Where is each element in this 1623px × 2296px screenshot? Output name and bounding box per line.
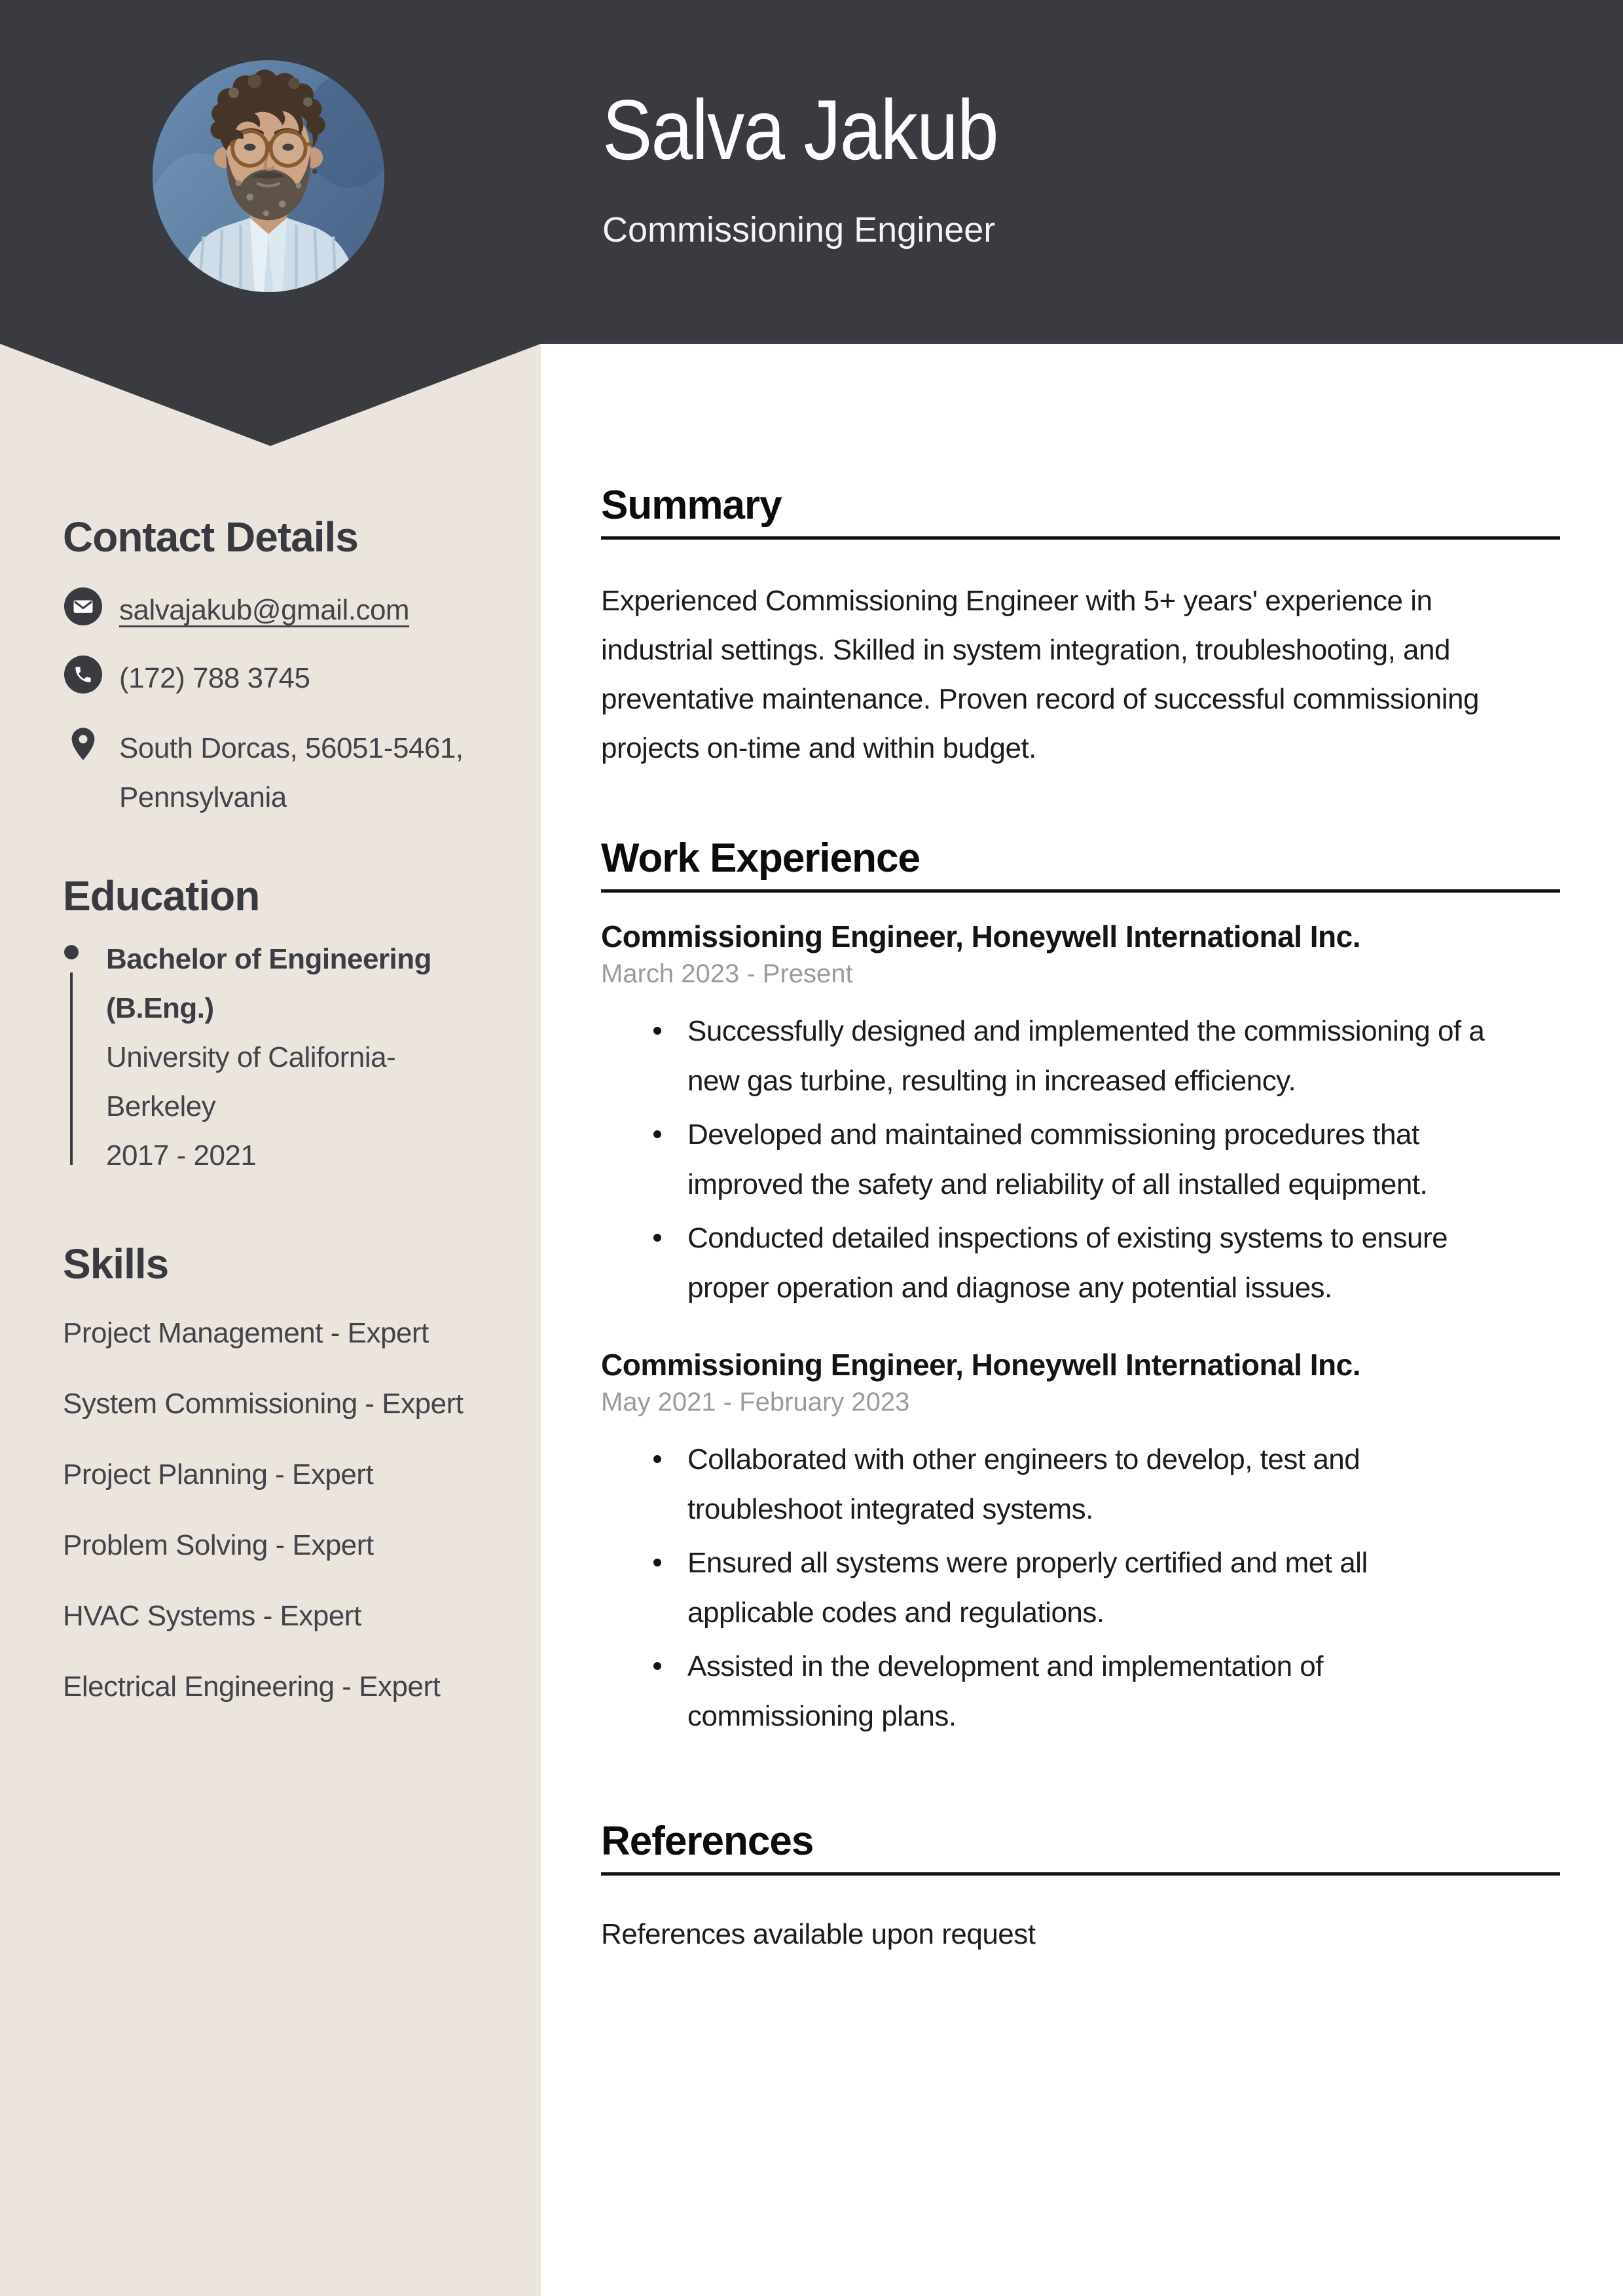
- job-bullet: Successfully designed and implemented the commissioning of a new gas turbine, resulting in increased efficiency.: [601, 1007, 1499, 1106]
- skill-item: Problem Solving - Expert: [63, 1529, 374, 1561]
- skill-item: System Commissioning - Expert: [63, 1388, 464, 1420]
- education-heading: Education: [63, 872, 260, 919]
- education-school: University of California-Berkeley: [106, 1041, 396, 1122]
- job-entry: [601, 917, 1560, 1313]
- person-job-title: Commissioning Engineer: [602, 210, 996, 250]
- job-bullet: Developed and maintained commissioning procedures that improved the safety and reliability of all installed equipment.: [601, 1110, 1499, 1210]
- contact-row-email: [63, 587, 495, 629]
- contact-section: [63, 514, 495, 822]
- job-bullet: Conducted detailed inspections of existing systems to ensure proper operation and diagnose any potential issues.: [601, 1213, 1499, 1313]
- contact-heading: Contact Details: [63, 513, 358, 561]
- summary-rule: [601, 536, 1560, 540]
- references-text: References available upon request: [601, 1918, 1036, 1950]
- references-heading: References: [601, 1819, 814, 1864]
- main-content: [601, 483, 1560, 1959]
- person-name: Salva Jakub: [602, 82, 998, 177]
- job-bullet: Assisted in the development and implementation of commissioning plans.: [601, 1642, 1499, 1741]
- job-dates: May 2021 - February 2023: [601, 1388, 910, 1416]
- envelope-icon: [64, 587, 102, 629]
- summary-heading: Summary: [601, 483, 782, 528]
- job-bullet: Ensured all systems were properly certified and met all applicable codes and regulations.: [601, 1538, 1499, 1638]
- phone-icon: [64, 656, 102, 697]
- summary-text: Experienced Commissioning Engineer with 5+ years' experience in industrial settings. Skilled in system integration, troubleshooting, and preventative maintenance. Proven record of successful commissioning projects on-time and within budget.: [601, 585, 1479, 764]
- references-section: [601, 1819, 1560, 1959]
- skills-list: [63, 1309, 465, 1711]
- education-section: [63, 873, 495, 1183]
- contact-row-address: [63, 724, 495, 822]
- contact-list: [63, 587, 495, 822]
- job-title: Commissioning Engineer, Honeywell International Inc.: [601, 919, 1360, 954]
- contact-phone: (172) 788 3745: [119, 662, 310, 694]
- skill-item: Project Management - Expert: [63, 1317, 429, 1349]
- profile-photo: [153, 60, 384, 292]
- work-experience-rule: [601, 889, 1560, 893]
- contact-email[interactable]: [119, 587, 409, 629]
- skills-heading: Skills: [63, 1240, 169, 1287]
- job-bullet-list: [601, 1007, 1560, 1313]
- skill-item: Project Planning - Expert: [63, 1458, 374, 1491]
- job-dates: March 2023 - Present: [601, 959, 853, 988]
- main-column: [541, 344, 1623, 1959]
- job-entry: [601, 1346, 1560, 1741]
- contact-address: South Dorcas, 56051-5461, Pennsylvania: [119, 732, 464, 813]
- portrait-illustration: [153, 60, 384, 292]
- education-dates: 2017 - 2021: [106, 1139, 257, 1172]
- references-rule: [601, 1872, 1560, 1876]
- skills-section: [63, 1241, 495, 1711]
- location-pin-icon: [64, 724, 102, 768]
- header-text-block: [602, 84, 1051, 250]
- job-bullet-list: [601, 1435, 1560, 1741]
- education-degree: Bachelor of Engineering (B.Eng.): [106, 943, 432, 1024]
- skill-item: Electrical Engineering - Expert: [63, 1671, 441, 1703]
- summary-section: [601, 483, 1560, 773]
- job-title: Commissioning Engineer, Honeywell International Inc.: [601, 1348, 1360, 1382]
- work-experience-heading: Work Experience: [601, 836, 920, 881]
- skill-item: HVAC Systems - Expert: [63, 1600, 361, 1632]
- header-chevron-shape: [0, 344, 541, 446]
- education-item: [63, 935, 495, 1183]
- email-link[interactable]: salvajakub@gmail.com: [119, 594, 410, 626]
- work-experience-section: [601, 836, 1560, 1741]
- job-bullet: Collaborated with other engineers to develop, test and troubleshoot integrated systems.: [601, 1435, 1499, 1534]
- contact-row-phone: [63, 656, 495, 697]
